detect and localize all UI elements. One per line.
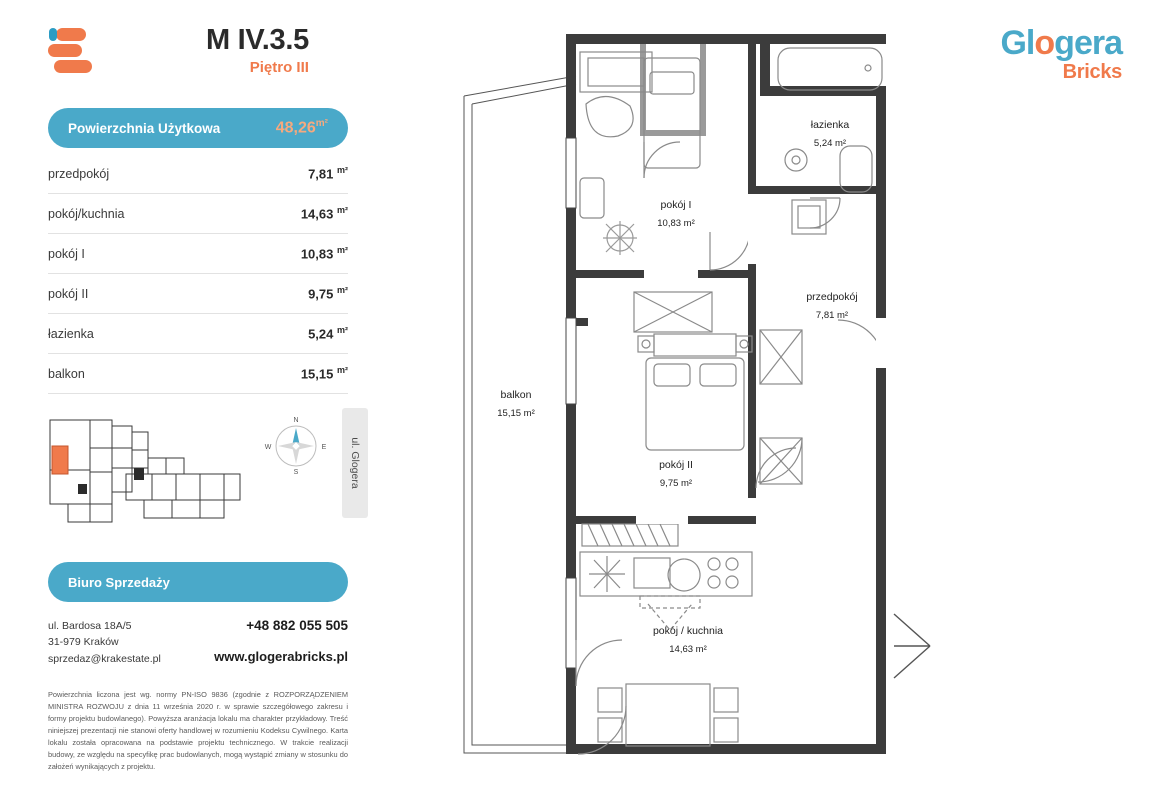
radiator (582, 524, 678, 546)
street-name: ul. Glogera (349, 437, 361, 489)
usable-area-value: $48,26^{m^2}$ (275, 118, 328, 137)
room-area: 5,24 $^{m^2}$ (308, 325, 348, 342)
contact-block (48, 618, 348, 667)
brand-subtitle: Bricks (1062, 61, 1122, 83)
disclaimer-text: Powierzchnia liczona jest wg. normy PN-ISO 9836 (zgodnie z ROZPORZĄDZENIEM MINISTRA ROZWOJU z dnia 11 września 2020 r. w sprawie szczegółowego zakresu i formy projektu budowlanego). Powyższa aranżacja lokalu ma charakter przykładowy. Treść niniejszej prezentacji nie stanowi oferty handlowej w rozumieniu Kodeksu Cywilnego. Karta lokalu została opracowana na podstawie projektu technicznego. W trakcie realizacji budowy, ze względu na specyfikę prac budowlanych, mogą wystąpić zmiany w stosunku do założeń wynikających z projektu. (48, 689, 348, 771)
room-area: 9,75 $^{m^2}$ (308, 285, 348, 302)
label-kitchen: pokój / kuchnia (652, 625, 724, 637)
room-name: pokój/kuchnia (48, 206, 125, 221)
dining-set (598, 684, 738, 746)
mini-plan-area (48, 412, 361, 532)
table-row (48, 274, 348, 314)
svg-text:W: W (264, 444, 272, 451)
floor-label: Piętro III (249, 59, 309, 76)
glogera-mark-icon (48, 28, 96, 74)
flat-code: M IV.3.5 (206, 24, 309, 56)
room-name: balkon (48, 366, 85, 381)
room-area: 15,15 $^{m^2}$ (300, 365, 348, 382)
label-bathroom-area: 5,24 m² (813, 138, 847, 149)
floor-plan (448, 18, 1128, 768)
room-name: łazienka (48, 326, 94, 341)
door-openings (636, 194, 886, 524)
phone-number[interactable]: +48 882 055 505 (246, 618, 348, 633)
svg-text:E: E (321, 444, 327, 451)
street-label-tag (342, 408, 368, 518)
bedroom-furniture (638, 334, 752, 450)
room-area: 7,81 $^{m^2}$ (308, 165, 348, 182)
address (48, 618, 161, 667)
closets (634, 292, 802, 484)
sales-office-title: Biuro Sprzedaży (68, 574, 170, 590)
label-balcony-area: 15,15 m² (497, 408, 535, 419)
header-row (48, 26, 348, 86)
label-hall-area: 7,81 m² (815, 310, 849, 321)
table-row (48, 234, 348, 274)
floor-plan-drawing (448, 18, 1128, 768)
room-name: pokój I (48, 246, 85, 261)
label-bathroom: łazienka (810, 119, 850, 131)
address-line-2: 31-979 Kraków (48, 636, 119, 649)
email-link[interactable]: sprzedaz@krakestate.pl (48, 652, 161, 665)
usable-area-label: Powierzchnia Użytkowa (68, 120, 221, 136)
entrance-marker (894, 614, 930, 678)
room-name: pokój II (48, 286, 89, 301)
table-row (48, 194, 348, 234)
table-row (48, 354, 348, 394)
address-line-1: ul. Bardosa 18A/5 (48, 620, 132, 632)
room-area: 14,63 $^{m^2}$ (300, 205, 348, 222)
room-area-list (48, 154, 348, 394)
label-kitchen-area: 14,63 m² (669, 644, 707, 655)
room-name: przedpokój (48, 166, 110, 181)
label-room-two-area: 9,75 m² (659, 478, 693, 489)
kitchen-furniture (580, 552, 752, 630)
room-labels (497, 119, 857, 655)
usable-area-banner (48, 108, 348, 148)
sales-office-banner (48, 562, 348, 602)
table-row (48, 314, 348, 354)
compass-icon (264, 412, 328, 476)
brand-name: Glogera (1000, 24, 1122, 62)
title-block (206, 26, 309, 76)
room-area: 10,83 $^{m^2}$ (300, 245, 348, 262)
door-swings (576, 142, 884, 754)
label-room-two: pokój II (659, 459, 693, 471)
label-hall: przedpokój (806, 291, 858, 303)
building-key-plan (48, 412, 243, 530)
svg-text:S: S (293, 469, 299, 476)
left-panel (48, 24, 361, 773)
label-room-one-area: 10,83 m² (657, 218, 695, 229)
label-balcony: balkon (500, 389, 532, 401)
contact-right (214, 618, 348, 667)
table-row (48, 154, 348, 194)
website-link[interactable]: www.glogerabricks.pl (214, 649, 348, 664)
svg-text:N: N (293, 417, 299, 424)
label-room-one: pokój I (660, 199, 692, 211)
